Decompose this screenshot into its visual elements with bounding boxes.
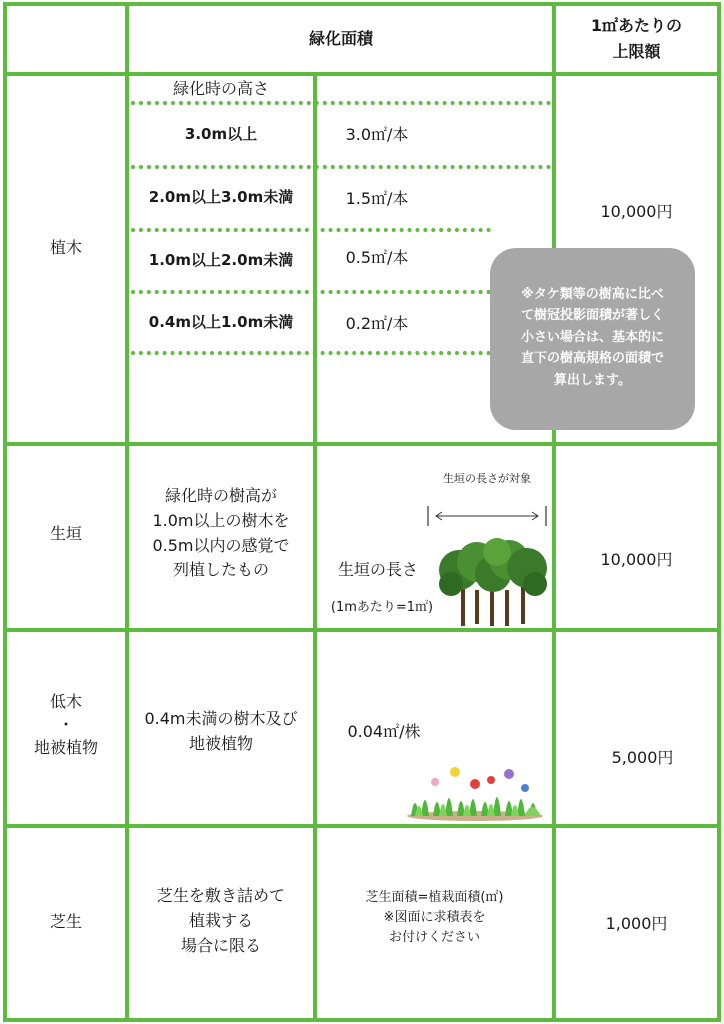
area-column-header: 緑化面積 (308, 29, 373, 48)
tree-note-box (490, 248, 695, 430)
hedge-condition-line: 緑化時の樹高が (164, 486, 277, 505)
dotted-separator (131, 165, 551, 169)
dotted-separator (131, 228, 491, 232)
lawn-area (317, 888, 552, 948)
border-top (3, 2, 721, 6)
tree-area-4: 0.2㎡/本 (345, 314, 409, 333)
row-divider-header (3, 72, 721, 76)
category-hedge: 生垣 (49, 524, 82, 543)
dotted-separator (131, 290, 491, 294)
lawn-condition-line: 植栽する (188, 910, 253, 930)
hedge-condition-line: 1.0m以上の樹木を (152, 510, 290, 530)
row-divider-shrubs (3, 824, 721, 828)
height-label: 緑化時の高さ (172, 79, 269, 98)
tree-height-1: 3.0m以上 (184, 125, 258, 143)
category-trees: 植木 (49, 238, 82, 257)
dotted-separator (131, 351, 491, 355)
limit-trees: 10,000円 (600, 202, 673, 221)
category-shrubs-dot: ・ (57, 715, 74, 735)
limit-column-header-line2: 上限額 (612, 42, 661, 61)
lawn-condition-line: 場合に限る (180, 935, 261, 955)
border-bottom (3, 1018, 721, 1022)
note-line: 算出します。 (554, 372, 631, 388)
limit-hedge: 10,000円 (600, 550, 673, 569)
hedge-length-arrow-icon (424, 504, 550, 528)
border-left (3, 2, 7, 1022)
hedge-area-sub: (1mあたり=1㎡) (330, 600, 434, 615)
hedge-measure-caption: 生垣の長さが対象 (443, 472, 531, 485)
hedge-condition-line: 列植したもの (172, 560, 269, 580)
category-shrubs (7, 690, 125, 760)
tree-height-4: 0.4m以上1.0m未満 (148, 313, 294, 331)
note-line: 直下の樹高規格の面積で (520, 351, 664, 367)
tree-height-2: 2.0m以上3.0m未満 (148, 188, 294, 206)
note-line: 小さい場合は、基本的に (520, 329, 664, 345)
shrubs-condition-line: 0.4m未満の樹木及び (144, 709, 298, 728)
note-line: ※タケ類等の樹高に比べ (521, 287, 664, 302)
limit-column-header-line1: 1㎡あたりの (590, 16, 683, 35)
tree-area-1: 3.0㎡/本 (345, 125, 409, 144)
lawn-area-line: 芝生面積=植栽面積(㎡) (365, 890, 504, 905)
shrubs-area: 0.04㎡/株 (347, 722, 421, 741)
tree-area-2: 1.5㎡/本 (345, 189, 409, 208)
tree-height-3: 1.0m以上2.0m未満 (148, 251, 294, 269)
ground-plants-icon (405, 760, 545, 822)
row-divider-hedge (3, 628, 721, 632)
hedge-condition-line: 0.5m以内の感覚で (152, 535, 290, 555)
category-lawn: 芝生 (49, 912, 82, 931)
shrubs-condition-line: 地被植物 (188, 733, 253, 753)
tree-area-3: 0.5㎡/本 (345, 248, 409, 267)
row-divider-trees (3, 442, 721, 446)
hedge-trees-icon (435, 534, 551, 628)
limit-lawn: 1,000円 (605, 914, 668, 933)
border-right (717, 2, 721, 1022)
lawn-area-line: ※図面に求積表を (383, 910, 486, 926)
shrubs-condition (129, 707, 313, 757)
hedge-area-label: 生垣の長さ (337, 560, 418, 579)
note-line: て樹冠投影面積が著しく (520, 308, 664, 324)
col-divider-2 (313, 72, 317, 1022)
lawn-area-line: お付けください (388, 930, 480, 946)
category-shrubs-line2: 地被植物 (33, 738, 98, 758)
lawn-condition-line: 芝生を敷き詰めて (156, 886, 285, 905)
category-shrubs-line1: 低木 (49, 692, 82, 711)
hedge-condition (129, 484, 313, 583)
limit-shrubs: 5,000円 (611, 748, 674, 767)
lawn-condition (129, 884, 313, 958)
